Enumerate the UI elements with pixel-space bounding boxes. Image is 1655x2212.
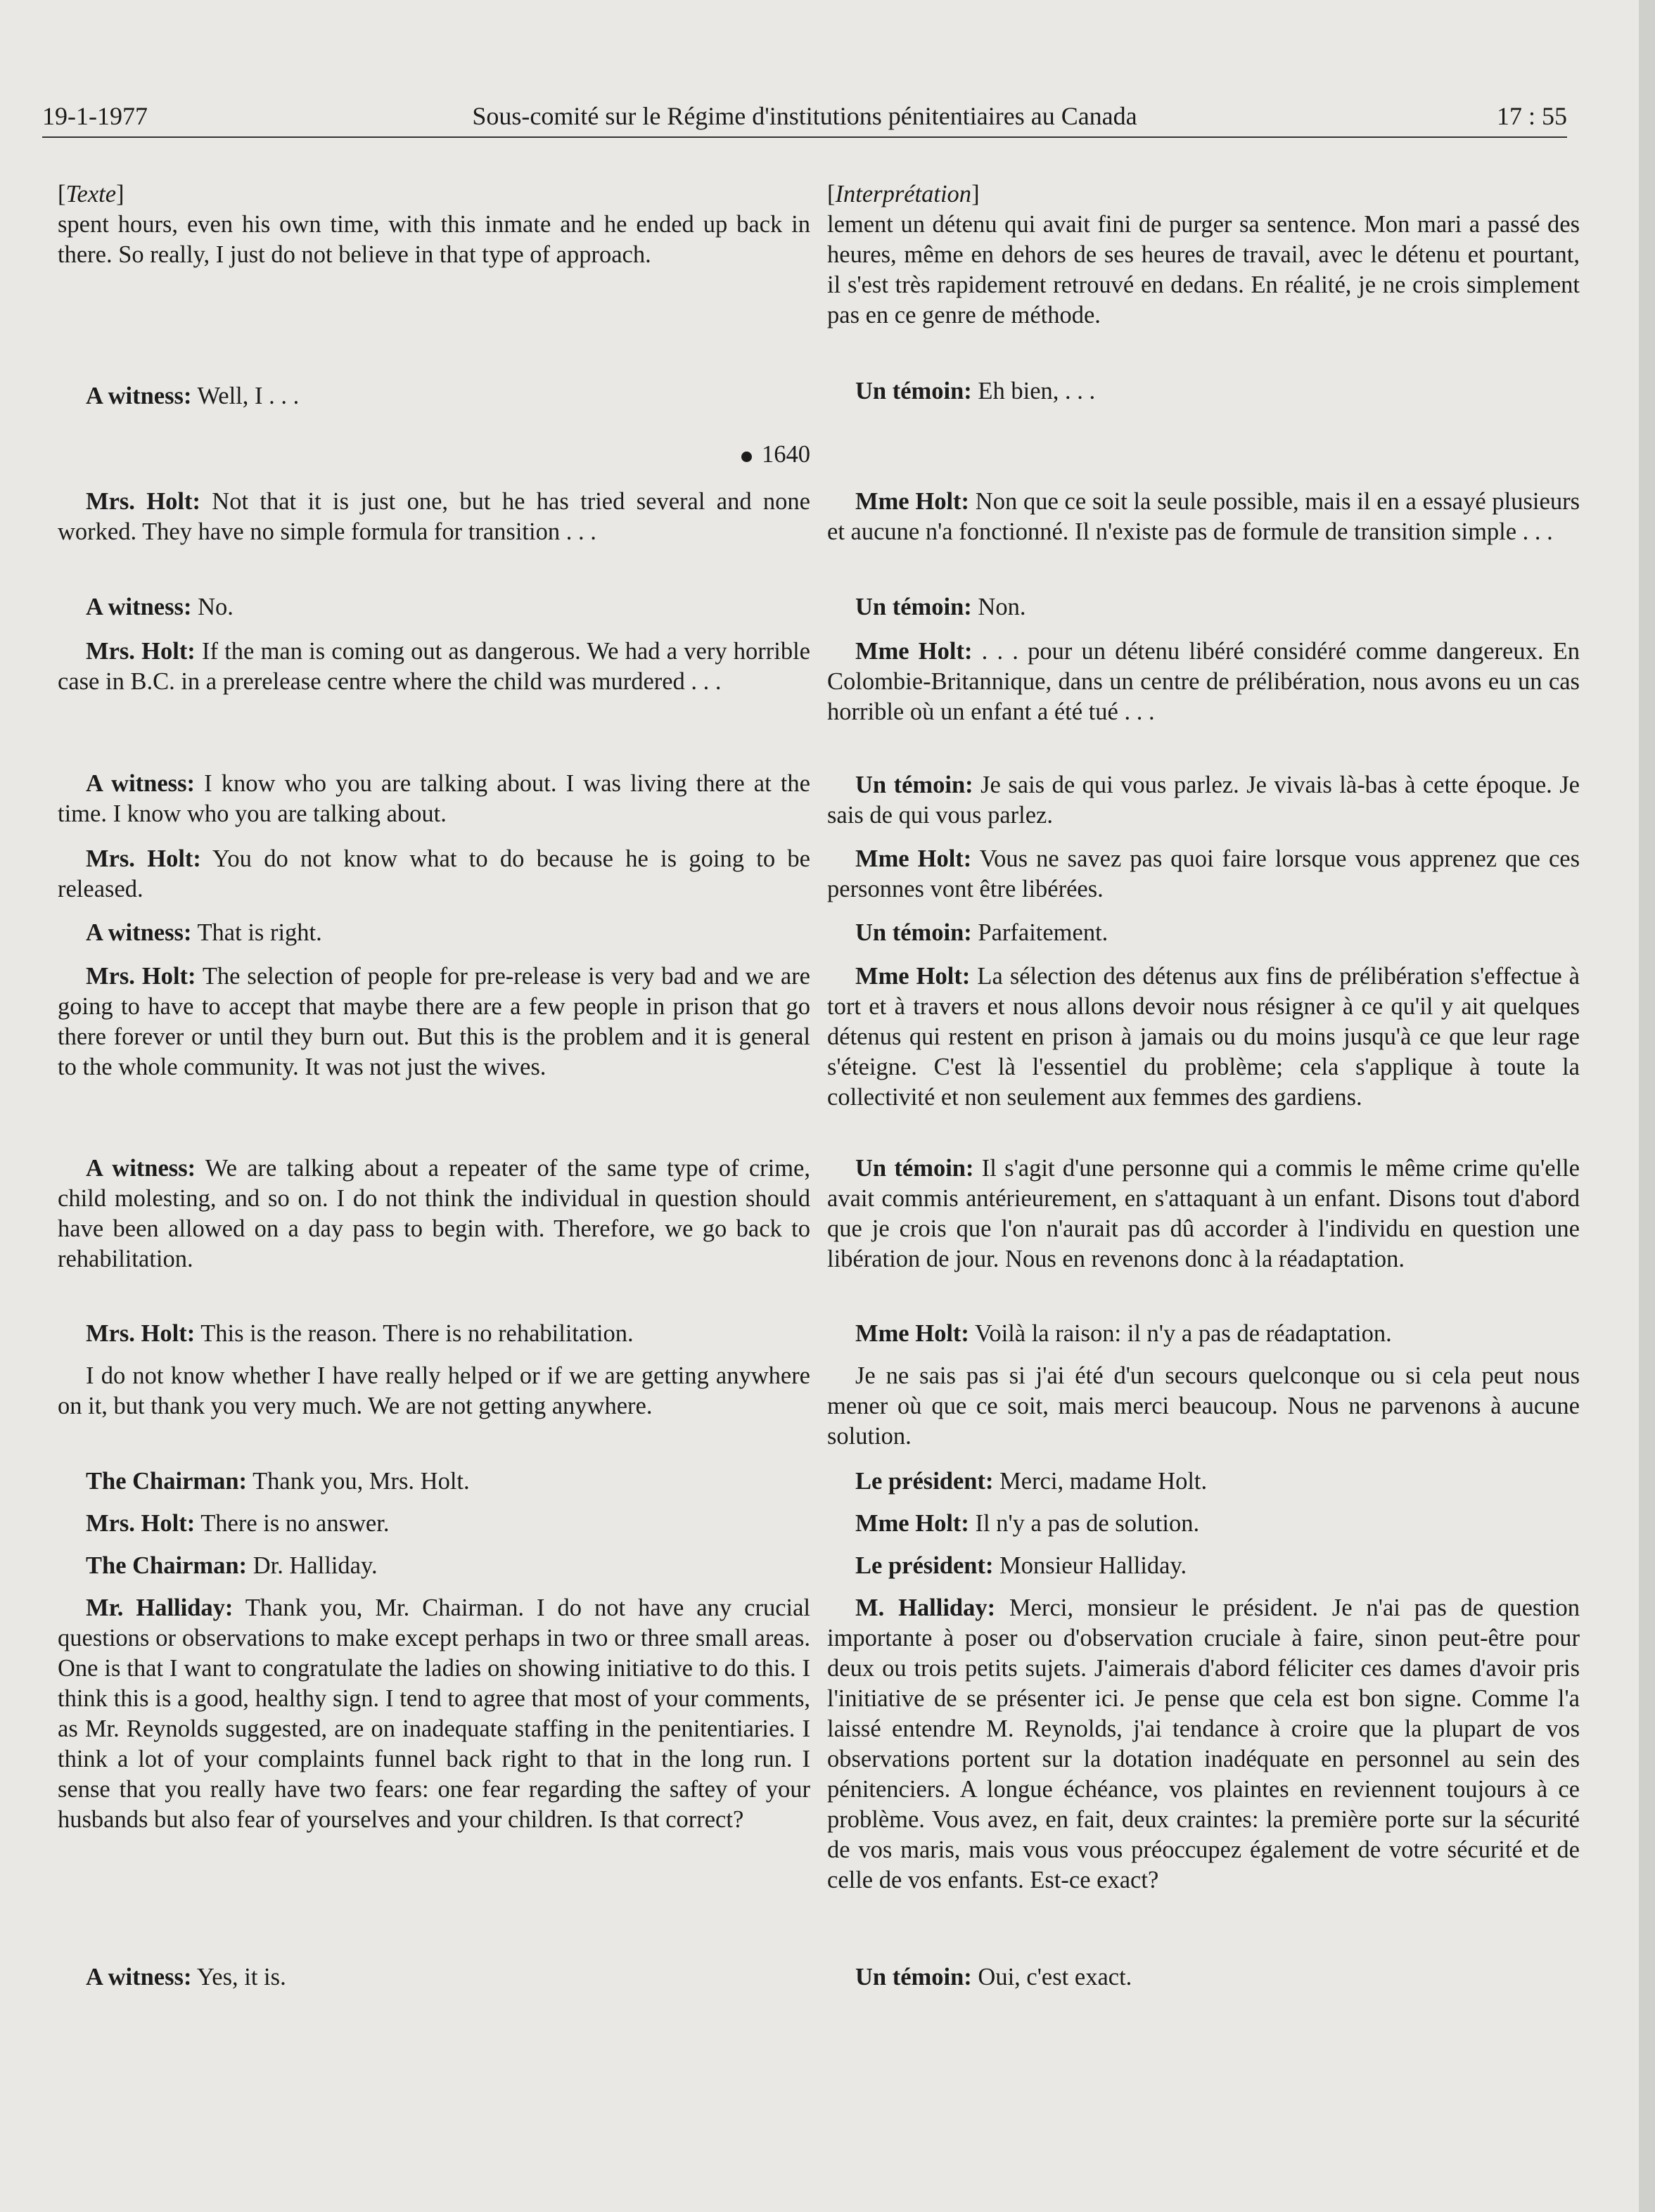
speaker-name: Mrs. Holt: — [86, 1320, 196, 1347]
speech-text: Voilà la raison: il n'y a pas de réadaptation. — [969, 1320, 1392, 1347]
speaker-name: Un témoin: — [855, 378, 972, 404]
speech-text: Thank you, Mr. Chairman. I do not have any crucial questions or observations to make except perhaps in two or three small areas. One is that I want to congratulate the ladies on showing initiative to do this. I think this is a good, healthy sign. I tend to agree that most of your comments, as Mr. Reynolds suggested, are on inadequate staffing in the penitentiaries. I think a lot of your complaints funnel back right to that in the long run. I sense that you really have two fears: one fear regarding the saftey of your husbands but also fear of yourselves and your children. Is that correct? — [58, 1594, 810, 1833]
speaker-name: Mrs. Holt: — [86, 638, 196, 665]
paragraph — [827, 1319, 1580, 1349]
paragraph: Je ne sais pas si j'ai été d'un secours quelconque ou si cela peut nous mener où que ce soit, mais merci beaucoup. Nous ne parvenons à aucune solution. — [827, 1362, 1580, 1450]
speech-text: Non que ce soit la seule possible, mais il en a essayé plusieurs et aucune n'a fonctionné. Il n'existe pas de formule de transition simple . . . — [827, 488, 1580, 545]
paragraph — [827, 770, 1580, 831]
paragraph — [827, 1962, 1580, 1993]
speech-text: No. — [191, 594, 234, 620]
paragraph — [58, 1153, 810, 1274]
speaker-name: Mme Holt: — [855, 1510, 969, 1537]
speech-text: . . . pour un détenu libéré considéré comme dangereux. En Colombie-Britannique, dans un centre de prélibération, nous avons eu un cas horrible où un enfant a été tué . . . — [827, 638, 1580, 725]
paragraph — [58, 1593, 810, 1835]
speaker-name: Mrs. Holt: — [86, 488, 200, 515]
paragraph — [58, 1962, 810, 1993]
speech-text: Merci, monsieur le président. Je n'ai pas de question importante à poser ou d'observation cruciale à faire, sinon peut-être pour deux ou trois petits sujets. J'aimerais d'abord féliciter ces dames d'avoir pris l'initiative de se présenter ici. Je pense que cela est bon signe. Comme l'a laissé entendre M. Reynolds, j'ai tendance à croire que la plupart de vos observations portent sur la dotation inadéquate en personnel au sein des pénitenciers. A longue échéance, vos plaintes en reviennent toujours à ce problème. Vous avez, en fait, deux craintes: la première porte sur la sécurité de vos maris, mais vous vous préoccupez également de votre sécurité et de celle de vos enfants. Est-ce exact? — [827, 1594, 1580, 1893]
speaker-name: A witness: — [86, 770, 195, 797]
speaker-name: The Chairman: — [86, 1468, 248, 1495]
speech-text: Not that it is just one, but he has tried several and none worked. They have no simple formula for transition . . . — [58, 488, 810, 545]
speaker-name: Un témoin: — [855, 594, 972, 620]
speaker-name: Un témoin: — [855, 772, 973, 798]
speaker-name: A witness: — [86, 383, 192, 409]
paragraph — [827, 961, 1580, 1113]
paragraph — [58, 637, 810, 697]
speaker-name: A witness: — [86, 1964, 192, 1990]
speech-text: Thank you, Mrs. Holt. — [247, 1468, 470, 1495]
speech-text: Vous ne savez pas quoi faire lorsque vous apprenez que ces personnes vont être libérées. — [827, 845, 1580, 902]
speaker-name: A witness: — [86, 594, 192, 620]
speech-text: Yes, it is. — [191, 1964, 286, 1990]
paragraph — [827, 1153, 1580, 1274]
paragraph — [58, 1319, 810, 1349]
bullet-icon — [741, 452, 752, 462]
paragraph — [58, 1509, 810, 1539]
speech-text: If the man is coming out as dangerous. We had a very horrible case in B.C. in a prerelease centre where the child was murdered . . . — [58, 638, 810, 695]
speaker-name: Mme Holt: — [855, 963, 971, 990]
speaker-name: A witness: — [86, 919, 192, 946]
speech-text: Non. — [971, 594, 1026, 620]
speaker-name: Mme Holt: — [855, 638, 973, 665]
speech-text: There is no answer. — [195, 1510, 390, 1537]
speech-text: Merci, madame Holt. — [993, 1468, 1208, 1495]
paragraph — [58, 1466, 810, 1497]
speech-text: Il s'agit d'une personne qui a commis le même crime qu'elle avait commis antérieurement, en s'attaquant à un enfant. Disons tout d'abord que je crois que l'on n'aurait pas dû accorder à l'individu en question une libération de jour. Nous en revenons donc à la réadaptation. — [827, 1155, 1580, 1272]
speaker-name: Mrs. Holt: — [86, 845, 201, 872]
section-label-text: Texte — [65, 181, 117, 207]
paragraph: lement un détenu qui avait fini de purger sa sentence. Mon mari a passé des heures, même en dehors de ses heures de travail, avec le détenu et pourtant, il s'est très rapidement retrouvé en dedans. En réalité, je ne crois simplement pas en ce genre de méthode. — [827, 211, 1580, 328]
paragraph — [827, 1551, 1580, 1581]
time-marker-text: 1640 — [762, 441, 810, 468]
paragraph: I do not know whether I have really helped or if we are getting anywhere on it, but thank you very much. We are not getting anywhere. — [58, 1362, 810, 1419]
speaker-name: Mme Holt: — [855, 488, 970, 515]
paragraph — [58, 592, 810, 622]
paragraph — [827, 592, 1580, 622]
header-page-number: 17 : 55 — [1496, 102, 1567, 130]
speech-text: That is right. — [191, 919, 322, 946]
paragraph: spent hours, even his own time, with this inmate and he ended up back in there. So really, I just do not believe in that type of approach. — [58, 211, 810, 268]
paragraph — [827, 637, 1580, 727]
speaker-name: Le président: — [855, 1552, 994, 1579]
running-header — [42, 98, 1567, 138]
paragraph — [827, 844, 1580, 904]
speech-text: La sélection des détenus aux fins de prélibération s'effectue à tort et à travers et nous allons devoir nous résigner à ce qu'il y ait quelques détenus qui restent en prison à jamais ou du moins jusqu'à ce que leur rage s'éteigne. C'est là l'essentiel du problème; cela s'applique à toute la collectivité et non seulement aux femmes des gardiens. — [827, 963, 1580, 1111]
speaker-name: Le président: — [855, 1468, 994, 1495]
speaker-name: Mrs. Holt: — [86, 1510, 196, 1537]
paragraph — [827, 487, 1580, 547]
time-marker — [58, 440, 810, 470]
paragraph — [827, 1466, 1580, 1497]
page-edge — [1639, 0, 1655, 2212]
speech-text: Parfaitement. — [971, 919, 1108, 946]
speaker-name: M. Halliday: — [855, 1594, 996, 1621]
section-label: [Interprétation] — [827, 181, 980, 207]
speaker-name: Mme Holt: — [855, 1320, 969, 1347]
header-title: Sous-comité sur le Régime d'institutions pénitentiaires au Canada — [472, 102, 1137, 130]
speaker-name: Un témoin: — [855, 919, 972, 946]
speech-text: You do not know what to do because he is going to be released. — [58, 845, 810, 902]
section-label: [Texte] — [58, 181, 124, 207]
speech-text: Je sais de qui vous parlez. Je vivais là-bas à cette époque. Je sais de qui vous parlez. — [827, 772, 1580, 829]
speaker-name: The Chairman: — [86, 1552, 248, 1579]
paragraph — [827, 1593, 1580, 1895]
speech-text: The selection of people for pre-release is very bad and we are going to have to accept that maybe there are a few people in prison that go there forever or until they burn out. But this is the problem and it is general to the whole community. It was not just the wives. — [58, 963, 810, 1080]
paragraph — [58, 769, 810, 829]
paragraph — [827, 376, 1580, 407]
paragraph — [827, 918, 1580, 948]
paragraph — [827, 1509, 1580, 1539]
speaker-name: A witness: — [86, 1155, 196, 1182]
speech-text: Well, I . . . — [191, 383, 300, 409]
speech-text: Eh bien, . . . — [971, 378, 1096, 404]
speech-text: Il n'y a pas de solution. — [969, 1510, 1200, 1537]
paragraph — [58, 487, 810, 547]
speaker-name: Mrs. Holt: — [86, 963, 196, 990]
paragraph — [58, 381, 810, 411]
paragraph — [58, 961, 810, 1082]
speech-text: This is the reason. There is no rehabilitation. — [195, 1320, 634, 1347]
speech-text: We are talking about a repeater of the same type of crime, child molesting, and so on. I do not think the individual in question should have been allowed on a day pass to begin with. Therefore, we go back to rehabilitation. — [58, 1155, 810, 1272]
speech-text: Monsieur Halliday. — [993, 1552, 1187, 1579]
paragraph — [58, 844, 810, 904]
paragraph — [58, 918, 810, 948]
speech-text: Dr. Halliday. — [247, 1552, 378, 1579]
speaker-name: Mr. Halliday: — [86, 1594, 234, 1621]
speech-text: Oui, c'est exact. — [971, 1964, 1132, 1990]
header-date: 19-1-1977 — [42, 102, 148, 130]
speaker-name: Un témoin: — [855, 1964, 972, 1990]
section-label-text: Interprétation — [835, 181, 972, 207]
speaker-name: Un témoin: — [855, 1155, 974, 1182]
speech-text: I know who you are talking about. I was living there at the time. I know who you are talking about. — [58, 770, 810, 827]
paragraph — [58, 1551, 810, 1581]
speaker-name: Mme Holt: — [855, 845, 972, 872]
